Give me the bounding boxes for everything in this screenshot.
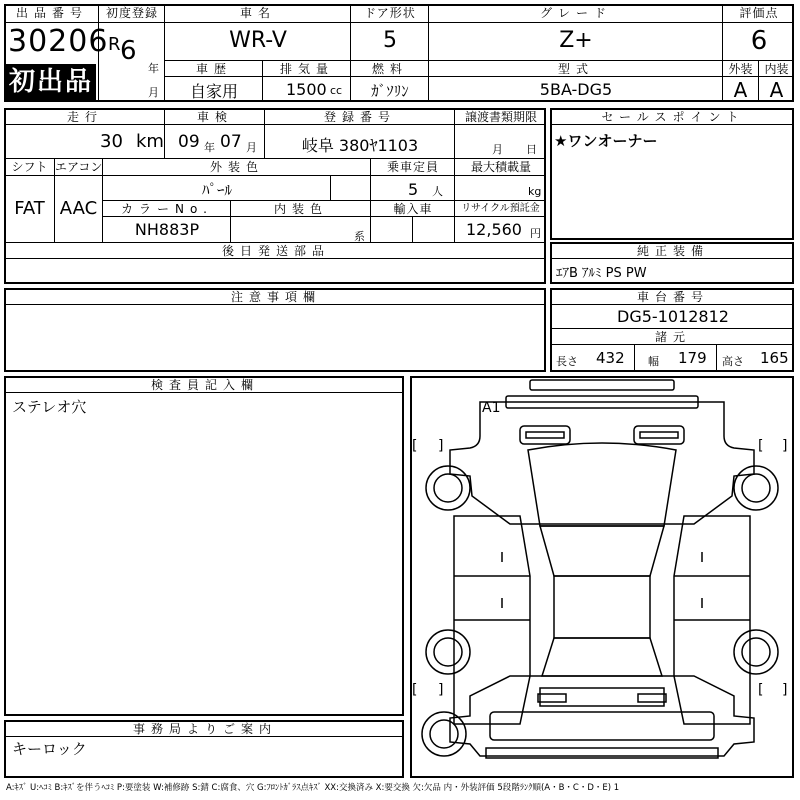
door-type: 5	[383, 28, 397, 53]
chassis-number: DG5-1012812	[617, 307, 729, 326]
notes-label: 注意事項欄	[230, 290, 321, 304]
right-front-bracket-close: ]	[782, 438, 788, 454]
inspector-remarks: ステレオ穴	[12, 398, 87, 416]
left-front-bracket-close: ]	[438, 438, 444, 454]
right-front-bracket-open: [	[758, 438, 764, 454]
door-type-label: ドア形状	[364, 6, 416, 20]
right-rear-bracket-open: [	[758, 682, 764, 698]
max-load-unit: kg	[528, 185, 542, 198]
capacity-unit: 人	[432, 185, 443, 198]
era-mark: R	[108, 34, 121, 55]
transfer-month-unit: 月	[492, 143, 503, 156]
fuel: ｶﾞｿﾘﾝ	[371, 82, 409, 100]
legend-footnote: A:ｷｽﾞ U:ﾍｺﾐ B:ｷｽﾞを伴うﾍｺﾐ P:要塗装 W:補修跡 S:錆 C:腐食、穴 G:ﾌﾛﾝﾄｶﾞﾗｽ点ｷｽﾞ XX:交換済み X:要交換 欠:欠品 内・外装評価 5段階ﾗﾝｸ順(A・B・C・D・E) 1	[6, 783, 620, 793]
right-rear-bracket-close: ]	[782, 682, 788, 698]
transfer-day-unit: 日	[526, 143, 537, 156]
first-listing-badge: 初出品	[6, 64, 96, 100]
inspection-month: 07	[220, 132, 242, 152]
transfer-deadline-label: 譲渡書類期限	[464, 110, 537, 124]
lot-number-label: 出品番号	[15, 6, 88, 20]
recycle-deposit-unit: 円	[530, 227, 541, 240]
exterior-grade: A	[733, 78, 748, 102]
interior-grade: A	[769, 78, 784, 102]
displacement-label: 排気量	[279, 62, 334, 76]
mileage-label: 走行	[66, 110, 103, 124]
grade: Z+	[559, 28, 593, 53]
inspection-label: 車検	[196, 110, 233, 124]
history-label: 車歴	[195, 62, 232, 76]
grade-label: グレード	[539, 6, 612, 20]
score-label: 評価点	[739, 6, 779, 20]
plate-number-label: 登録番号	[323, 110, 396, 124]
equipment-label: 純正装備	[636, 244, 709, 258]
mileage: 30	[100, 131, 123, 152]
car-name-label: 車名	[239, 6, 276, 20]
capacity-label: 乗車定員	[386, 160, 439, 174]
model-label: 型式	[557, 62, 594, 76]
color-number: NH883P	[134, 220, 200, 239]
inspection-year: 09	[178, 132, 200, 152]
first-registration-label: 初度登録	[105, 6, 158, 20]
inspector-label: 検査員記入欄	[150, 378, 259, 392]
shift-label: シフト	[11, 160, 48, 174]
length: 432	[596, 349, 625, 367]
height: 165	[760, 349, 789, 367]
recycle-deposit-label: リサイクル預託金	[461, 203, 540, 214]
import-label: 輸入車	[393, 202, 433, 216]
equipment: ｴｱB ｱﾙﾐ PS PW	[556, 266, 647, 281]
interior-grade-label: 内装	[764, 62, 789, 76]
sales-point-label: セールスポイント	[601, 110, 745, 124]
interior-color-label: 内装色	[273, 202, 328, 216]
chassis-number-label: 車台番号	[636, 290, 709, 304]
mileage-unit: km	[136, 131, 164, 152]
left-rear-bracket-open: [	[412, 682, 418, 698]
inspection-year-unit: 年	[204, 141, 215, 154]
width-label: 幅	[648, 355, 659, 368]
office-label: 事務局よりご案内	[132, 722, 277, 736]
ac-label: エアコン	[55, 160, 103, 174]
max-load-label: 最大積載量	[470, 160, 531, 174]
ac: AAC	[59, 198, 98, 219]
height-label: 高さ	[722, 355, 744, 368]
lot-number: 30206	[8, 24, 109, 59]
capacity: 5	[408, 180, 419, 199]
color-number-label: カラーNo.	[121, 202, 213, 216]
inspector-section	[4, 376, 404, 716]
exterior-color-label: 外装色	[209, 160, 264, 174]
displacement: 1500	[286, 80, 327, 99]
plate-number: 岐阜 380ﾔ1103	[301, 136, 419, 155]
fuel-label: 燃料	[371, 62, 408, 76]
score: 6	[750, 26, 768, 56]
month-unit: 月	[148, 86, 159, 99]
interior-color-unit: 系	[354, 230, 365, 243]
displacement-unit: cc	[330, 84, 343, 97]
damage-mark: A1	[482, 400, 501, 416]
car-body-diagram	[410, 376, 794, 778]
length-label: 長さ	[556, 355, 578, 368]
sales-point: ★ワンオーナー	[554, 132, 658, 150]
office-remarks: キーロック	[12, 740, 87, 758]
left-front-bracket-open: [	[412, 438, 418, 454]
shift: FAT	[14, 198, 45, 219]
inspection-month-unit: 月	[246, 141, 257, 154]
registration-year: 6	[120, 36, 137, 66]
width: 179	[678, 349, 707, 367]
later-parts-label: 後日発送部品	[221, 244, 330, 258]
sales-point-section	[550, 108, 794, 240]
car-name: WR-V	[229, 28, 287, 53]
dimensions-label: 諸元	[654, 330, 691, 344]
model: 5BA-DG5	[539, 80, 613, 99]
exterior-color: ﾊﾟｰﾙ	[201, 181, 232, 199]
left-rear-bracket-close: ]	[438, 682, 444, 698]
history: 自家用	[189, 82, 238, 101]
year-unit: 年	[148, 62, 159, 75]
recycle-deposit: 12,560	[466, 220, 522, 239]
exterior-grade-label: 外装	[728, 62, 753, 76]
